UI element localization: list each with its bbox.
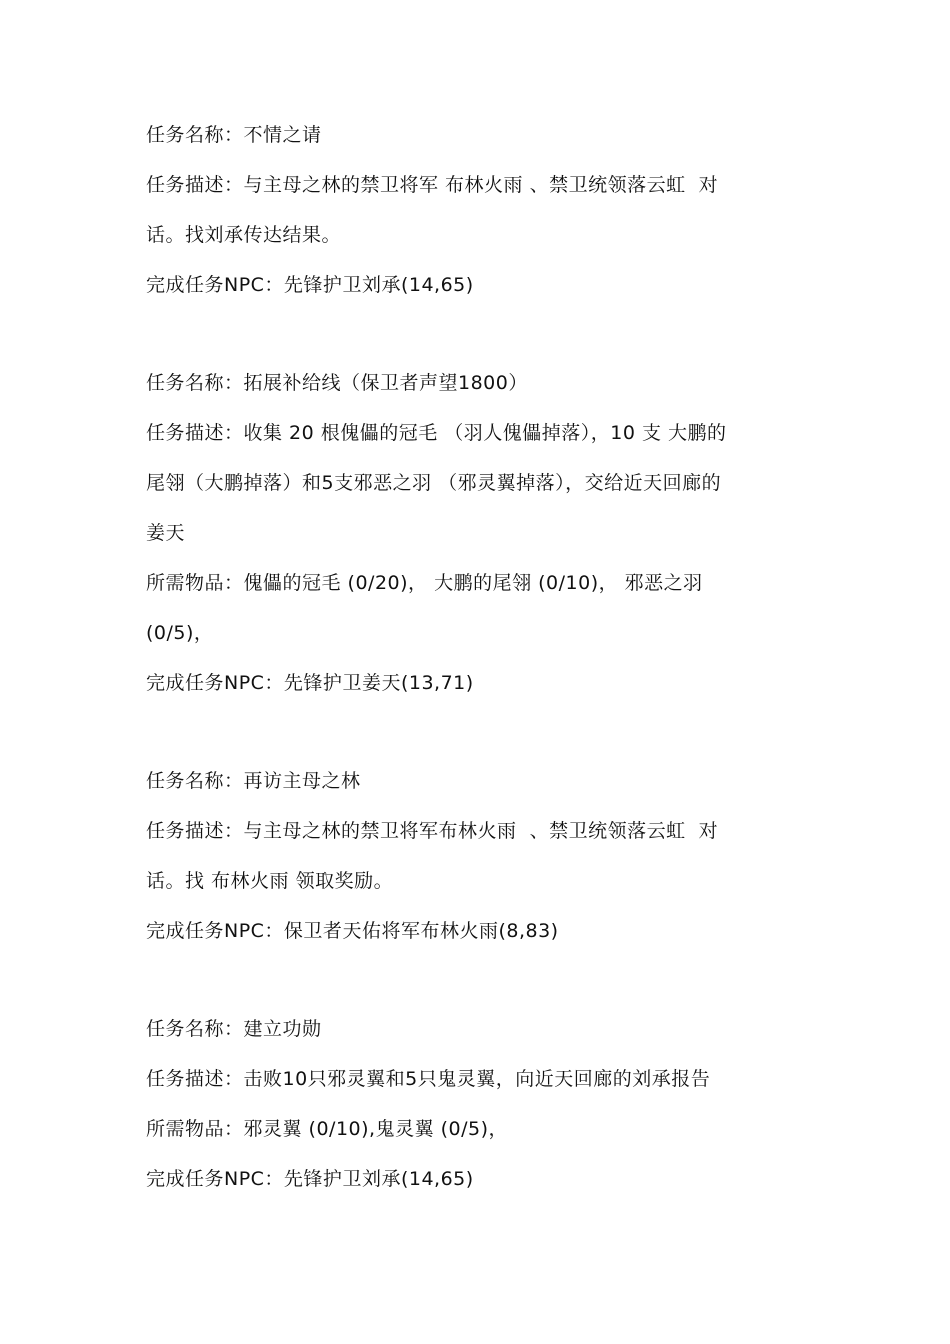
quest-complete-npc: 完成任务NPC：先锋护卫刘承(14,65)	[146, 274, 474, 296]
quest-complete-npc: 完成任务NPC：先锋护卫刘承(14,65)	[146, 1168, 474, 1190]
quest-description-cont: 尾翎（大鹏掉落）和5支邪恶之羽 （邪灵翼掉落），交给近天回廊的	[146, 472, 722, 494]
quest-description: 任务描述：与主母之林的禁卫将军 布林火雨 、禁卫统领落云虹 对	[146, 174, 719, 196]
quest-block-2	[146, 358, 811, 708]
quest-description: 任务描述：收集 20 根傀儡的冠毛 （羽人傀儡掉落），10 支 大鹏的	[146, 422, 727, 444]
quest-complete-npc: 完成任务NPC：保卫者天佑将军布林火雨(8,83)	[146, 920, 559, 942]
quest-block-1	[146, 110, 811, 310]
quest-required-items: 所需物品：傀儡的冠毛 (0/20)， 大鹏的尾翎 (0/10)， 邪恶之羽	[146, 572, 703, 594]
quest-description: 任务描述：与主母之林的禁卫将军布林火雨 、禁卫统领落云虹 对	[146, 820, 719, 842]
quest-required-items-cont: (0/5)，	[146, 622, 214, 644]
quest-block-4	[146, 1004, 811, 1204]
quest-description-cont: 姜天	[146, 522, 186, 544]
quest-required-items: 所需物品：邪灵翼 (0/10),鬼灵翼 (0/5)，	[146, 1118, 509, 1140]
quest-name: 任务名称：不情之请	[146, 124, 322, 146]
quest-description-cont: 话。找刘承传达结果。	[146, 224, 342, 246]
quest-description: 任务描述：击败10只邪灵翼和5只鬼灵翼，向近天回廊的刘承报告	[146, 1068, 711, 1090]
quest-block-3	[146, 756, 811, 956]
quest-complete-npc: 完成任务NPC：先锋护卫姜天(13,71)	[146, 672, 474, 694]
quest-description-cont: 话。找 布林火雨 领取奖励。	[146, 870, 394, 892]
quest-name: 任务名称：拓展补给线（保卫者声望1800）	[146, 372, 528, 394]
quest-name: 任务名称：建立功勋	[146, 1018, 322, 1040]
quest-name: 任务名称：再访主母之林	[146, 770, 361, 792]
